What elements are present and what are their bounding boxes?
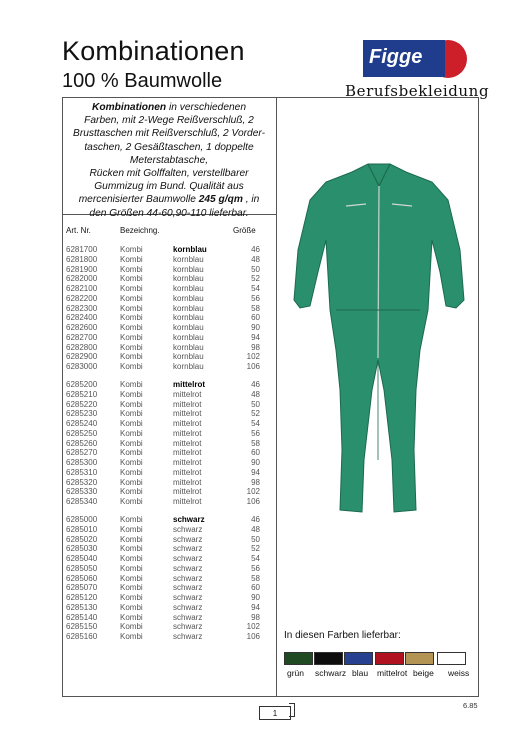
designation: Kombi — [120, 515, 143, 524]
table-row — [66, 515, 266, 525]
col-header-bez: Bezeichng. — [120, 226, 160, 235]
color-name: schwarz — [173, 524, 203, 534]
size: 90 — [251, 458, 260, 467]
table-row — [66, 265, 266, 275]
designation: Kombi — [120, 602, 143, 612]
table-row — [66, 632, 266, 642]
color-swatch-label: weiss — [448, 668, 470, 678]
size: 98 — [251, 612, 260, 622]
article-number: 6282900 — [66, 352, 98, 362]
color-swatch-label: grün — [287, 668, 305, 678]
article-number: 6285130 — [66, 602, 98, 612]
table-row — [66, 487, 266, 497]
desc-line8a: mercenisierter Baumwolle — [78, 194, 199, 206]
designation: Kombi — [120, 428, 143, 438]
size: 60 — [251, 313, 260, 323]
color-name: kornblau — [173, 342, 204, 352]
color-name: mittelrot — [173, 380, 205, 389]
article-number: 6285320 — [66, 477, 98, 487]
table-row — [66, 439, 266, 449]
size: 46 — [251, 515, 260, 524]
table-row — [66, 390, 266, 400]
product-description — [62, 97, 276, 219]
article-number: 6285070 — [66, 583, 98, 593]
color-swatch — [284, 652, 313, 665]
color-swatch — [437, 652, 466, 665]
designation: Kombi — [120, 380, 143, 389]
color-swatch — [375, 652, 404, 665]
size: 56 — [251, 293, 260, 303]
desc-line6: Rücken mit Golffalten, verstellbarer — [89, 168, 249, 180]
size: 50 — [251, 399, 260, 409]
color-name: mittelrot — [173, 448, 202, 458]
color-name: kornblau — [173, 332, 204, 342]
size: 106 — [246, 362, 260, 371]
table-row — [66, 544, 266, 554]
color-swatch — [405, 652, 434, 665]
article-number: 6282800 — [66, 342, 98, 352]
size: 54 — [251, 419, 260, 428]
article-number: 6285250 — [66, 428, 98, 438]
article-number: 6285270 — [66, 448, 98, 458]
article-number: 6285040 — [66, 554, 98, 563]
table-row — [66, 593, 266, 603]
desc-line9: den Größen 44-60,90-110 lieferbar. — [89, 207, 249, 219]
table-row — [66, 583, 266, 593]
table-row — [66, 284, 266, 294]
designation: Kombi — [120, 284, 143, 293]
designation: Kombi — [120, 593, 143, 602]
table-row — [66, 255, 266, 265]
desc-line3: Brusttaschen mit Reißverschluß, 2 Vorder- — [73, 128, 265, 140]
color-name: schwarz — [173, 612, 203, 622]
article-number: 6285160 — [66, 632, 98, 641]
designation: Kombi — [120, 467, 143, 477]
desc-line2: Farben, mit 2-Wege Reißverschluß, 2 — [84, 115, 254, 127]
size: 46 — [251, 380, 260, 389]
size: 94 — [251, 602, 260, 612]
table-row — [66, 478, 266, 488]
color-swatch-label: schwarz — [315, 668, 347, 678]
article-number: 6285210 — [66, 389, 98, 399]
table-row — [66, 304, 266, 314]
color-name: mittelrot — [173, 399, 202, 409]
color-name: kornblau — [173, 293, 204, 303]
size: 102 — [246, 487, 260, 497]
page-box: 1 — [259, 706, 291, 720]
size: 56 — [251, 428, 260, 438]
article-number: 6285010 — [66, 524, 98, 534]
size: 48 — [251, 389, 260, 399]
table-row — [66, 429, 266, 439]
size: 102 — [246, 352, 260, 362]
color-name: schwarz — [173, 515, 205, 524]
designation: Kombi — [120, 612, 143, 622]
color-name: kornblau — [173, 284, 204, 293]
table-row — [66, 468, 266, 478]
size: 58 — [251, 573, 260, 583]
desc-line1: in verschiedenen — [166, 102, 246, 113]
article-number: 6282000 — [66, 274, 98, 284]
table-row — [66, 294, 266, 304]
designation: Kombi — [120, 254, 143, 264]
size: 52 — [251, 409, 260, 419]
color-name: schwarz — [173, 632, 203, 641]
article-number: 6285120 — [66, 593, 98, 602]
designation: Kombi — [120, 448, 143, 458]
article-number: 6285000 — [66, 515, 98, 524]
table-row — [66, 362, 266, 372]
table-row — [66, 380, 266, 390]
table-row — [66, 574, 266, 584]
desc-line4: taschen, 2 Gesäßtaschen, 1 doppelte — [84, 141, 254, 153]
table-row — [66, 343, 266, 353]
article-number: 6283000 — [66, 362, 98, 371]
table-row — [66, 323, 266, 333]
article-number: 6281800 — [66, 254, 98, 264]
page-number: 6.85 — [463, 701, 478, 710]
designation: Kombi — [120, 323, 143, 332]
designation: Kombi — [120, 389, 143, 399]
table-row — [66, 535, 266, 545]
designation: Kombi — [120, 563, 143, 573]
logo-text: Figge — [369, 46, 423, 68]
color-name: mittelrot — [173, 497, 202, 506]
desc-bold-lead: Kombinationen — [92, 102, 167, 113]
article-number: 6285030 — [66, 544, 98, 554]
article-number: 6281700 — [66, 245, 98, 254]
color-name: mittelrot — [173, 389, 202, 399]
color-name: kornblau — [173, 303, 204, 313]
color-name: mittelrot — [173, 428, 202, 438]
color-name: mittelrot — [173, 458, 202, 467]
desc-weight: 245 g/qm — [198, 194, 243, 206]
designation: Kombi — [120, 362, 143, 371]
designation: Kombi — [120, 313, 143, 323]
designation: Kombi — [120, 573, 143, 583]
designation: Kombi — [120, 554, 143, 563]
designation: Kombi — [120, 524, 143, 534]
article-number: 6285050 — [66, 563, 98, 573]
color-name: kornblau — [173, 352, 204, 362]
page-subtitle: 100 % Baumwolle — [62, 70, 223, 92]
color-name: kornblau — [173, 313, 204, 323]
size: 50 — [251, 534, 260, 544]
article-number: 6285240 — [66, 419, 98, 428]
color-name: mittelrot — [173, 438, 202, 448]
table-row — [66, 525, 266, 535]
figge-logo — [363, 40, 475, 78]
article-number: 6285230 — [66, 409, 98, 419]
color-name: schwarz — [173, 622, 203, 632]
size: 46 — [251, 245, 260, 254]
designation: Kombi — [120, 497, 143, 506]
size: 90 — [251, 323, 260, 332]
designation: Kombi — [120, 245, 143, 254]
size: 48 — [251, 254, 260, 264]
desc-line8b: , in — [242, 194, 260, 206]
size: 60 — [251, 583, 260, 593]
coverall-image — [290, 160, 468, 520]
table-row — [66, 448, 266, 458]
col-header-size: Größe — [233, 226, 256, 235]
article-number: 6285260 — [66, 438, 98, 448]
designation: Kombi — [120, 274, 143, 284]
size: 90 — [251, 593, 260, 602]
designation: Kombi — [120, 438, 143, 448]
designation: Kombi — [120, 332, 143, 342]
size: 52 — [251, 274, 260, 284]
size: 56 — [251, 563, 260, 573]
color-name: kornblau — [173, 245, 207, 254]
designation: Kombi — [120, 534, 143, 544]
designation: Kombi — [120, 458, 143, 467]
color-name: mittelrot — [173, 419, 202, 428]
desc-line7: Gummizug im Bund. Qualität aus — [94, 181, 244, 193]
size: 60 — [251, 448, 260, 458]
color-name: schwarz — [173, 563, 203, 573]
article-number: 6282600 — [66, 323, 98, 332]
color-name: schwarz — [173, 554, 203, 563]
size: 52 — [251, 544, 260, 554]
color-name: mittelrot — [173, 467, 202, 477]
color-name: kornblau — [173, 254, 204, 264]
article-number: 6282200 — [66, 293, 98, 303]
color-name: mittelrot — [173, 409, 202, 419]
article-number: 6282300 — [66, 303, 98, 313]
color-name: kornblau — [173, 274, 204, 284]
designation: Kombi — [120, 583, 143, 593]
table-row — [66, 245, 266, 255]
color-name: schwarz — [173, 544, 203, 554]
table-row — [66, 409, 266, 419]
article-number: 6285220 — [66, 399, 98, 409]
designation: Kombi — [120, 622, 143, 632]
table-row — [66, 458, 266, 468]
designation: Kombi — [120, 477, 143, 487]
table-row — [66, 419, 266, 429]
table-row — [66, 564, 266, 574]
article-number: 6285020 — [66, 534, 98, 544]
color-swatch — [314, 652, 343, 665]
frame-divider — [276, 97, 277, 696]
article-number: 6285300 — [66, 458, 98, 467]
size: 50 — [251, 264, 260, 274]
designation: Kombi — [120, 264, 143, 274]
designation: Kombi — [120, 352, 143, 362]
table-row — [66, 554, 266, 564]
article-number: 6285340 — [66, 497, 98, 506]
size: 58 — [251, 303, 260, 313]
designation: Kombi — [120, 544, 143, 554]
color-swatch-label: mittelrot — [377, 668, 408, 678]
size: 106 — [246, 497, 260, 506]
designation: Kombi — [120, 293, 143, 303]
table-row — [66, 274, 266, 284]
size: 98 — [251, 477, 260, 487]
designation: Kombi — [120, 487, 143, 497]
size: 54 — [251, 284, 260, 293]
size: 94 — [251, 467, 260, 477]
color-name: kornblau — [173, 264, 204, 274]
designation: Kombi — [120, 632, 143, 641]
color-name: schwarz — [173, 583, 203, 593]
article-number: 6282700 — [66, 332, 98, 342]
article-number: 6285150 — [66, 622, 98, 632]
article-number: 6285330 — [66, 487, 98, 497]
color-name: schwarz — [173, 593, 203, 602]
size: 94 — [251, 332, 260, 342]
desc-line5: Meterstabtasche, — [129, 154, 209, 166]
table-row — [66, 400, 266, 410]
col-header-art: Art. Nr. — [66, 226, 91, 235]
table-row — [66, 352, 266, 362]
color-name: schwarz — [173, 534, 203, 544]
article-number: 6285060 — [66, 573, 98, 583]
size: 102 — [246, 622, 260, 632]
brand-tagline: Berufsbekleidung — [345, 82, 490, 100]
coverall-drawing — [294, 164, 464, 512]
table-row — [66, 313, 266, 323]
page-title: Kombinationen — [62, 36, 245, 66]
table-row — [66, 613, 266, 623]
designation: Kombi — [120, 419, 143, 428]
color-name: schwarz — [173, 573, 203, 583]
color-name: schwarz — [173, 602, 203, 612]
designation: Kombi — [120, 342, 143, 352]
size: 58 — [251, 438, 260, 448]
color-swatch-label: blau — [352, 668, 369, 678]
colors-heading: In diesen Farben lieferbar: — [284, 630, 401, 641]
article-number: 6282100 — [66, 284, 98, 293]
color-swatch-label: beige — [413, 668, 434, 678]
article-number: 6282400 — [66, 313, 98, 323]
size: 54 — [251, 554, 260, 563]
table-row — [66, 333, 266, 343]
table-row — [66, 622, 266, 632]
size: 98 — [251, 342, 260, 352]
table-row — [66, 603, 266, 613]
table-row — [66, 497, 266, 507]
color-name: kornblau — [173, 323, 204, 332]
designation: Kombi — [120, 409, 143, 419]
size: 106 — [246, 632, 260, 641]
color-name: kornblau — [173, 362, 204, 371]
article-number: 6285310 — [66, 467, 98, 477]
color-name: mittelrot — [173, 477, 202, 487]
color-name: mittelrot — [173, 487, 202, 497]
article-number: 6285140 — [66, 612, 98, 622]
designation: Kombi — [120, 303, 143, 313]
color-swatch — [344, 652, 373, 665]
size: 48 — [251, 524, 260, 534]
designation: Kombi — [120, 399, 143, 409]
article-number: 6281900 — [66, 264, 98, 274]
article-number: 6285200 — [66, 380, 98, 389]
